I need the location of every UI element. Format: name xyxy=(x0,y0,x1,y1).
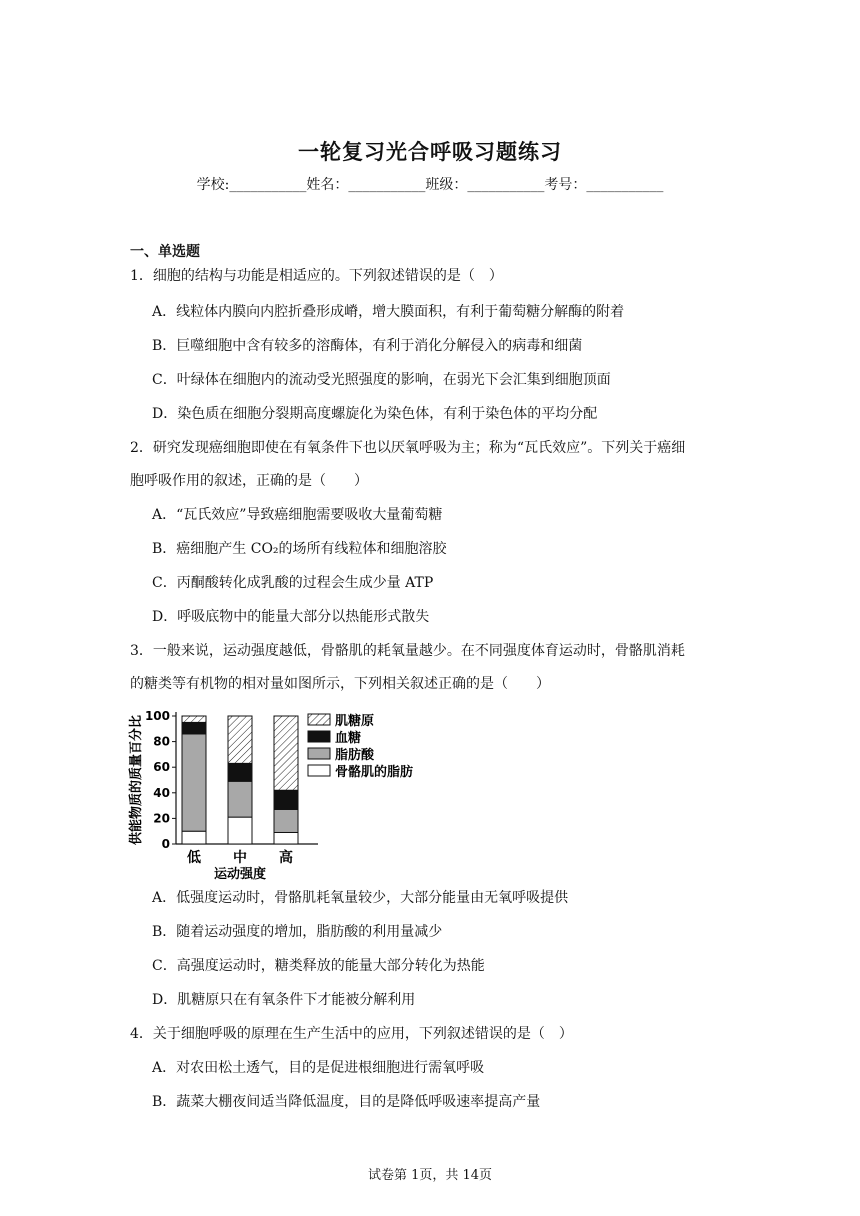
bar-segment xyxy=(274,716,298,790)
y-tick-label: 0 xyxy=(161,837,170,851)
legend-label: 血糖 xyxy=(335,731,362,746)
question-4-option-b: B．蔬菜大棚夜间适当降低温度，目的是降低呼吸速率提高产量 xyxy=(152,1094,541,1110)
y-tick-label: 80 xyxy=(153,734,170,749)
question-1-option-b: B．巨噬细胞中含有较多的溶酶体，有利于消化分解侵入的病毒和细菌 xyxy=(152,338,583,354)
student-info-line xyxy=(0,174,860,194)
stacked-bar-chart xyxy=(128,700,438,880)
x-tick-label: 中 xyxy=(233,850,247,866)
legend-swatch xyxy=(308,731,330,742)
bar-segment xyxy=(182,722,206,734)
bar-segment xyxy=(182,831,206,844)
question-3-option-a: A．低强度运动时，骨骼肌耗氧量较少，大部分能量由无氧呼吸提供 xyxy=(152,890,569,906)
bar-segment xyxy=(274,809,298,832)
y-tick-label: 20 xyxy=(153,811,170,826)
bar-segment xyxy=(228,716,252,763)
question-4-stem: 4．关于细胞呼吸的原理在生产生活中的应用，下列叙述错误的是（ ） xyxy=(130,1026,573,1042)
y-tick-label: 60 xyxy=(153,760,170,775)
bar-segment xyxy=(228,781,252,817)
page-title: 一轮复习光合呼吸习题练习 xyxy=(298,140,562,164)
question-3-option-c: C．高强度运动时，糖类释放的能量大部分转化为热能 xyxy=(152,958,485,974)
section-title: 一、单选题 xyxy=(130,244,200,260)
question-2-option-a: A．“瓦氏效应”导致癌细胞需要吸收大量葡萄糖 xyxy=(152,507,443,523)
student-info-text: 学校:___________姓名：___________班级：___________考号：___________ xyxy=(196,177,664,193)
legend-label: 骨骼肌的脂肪 xyxy=(335,765,414,780)
legend-swatch xyxy=(308,748,330,759)
bar-segment xyxy=(182,734,206,831)
question-2-option-c: C．丙酮酸转化成乳酸的过程会生成少量 ATP xyxy=(152,575,434,591)
bar-segment xyxy=(274,790,298,809)
y-axis-label: 供能物质的质量百分比 xyxy=(129,714,144,846)
question-2-option-d: D．呼吸底物中的能量大部分以热能形式散失 xyxy=(152,609,430,625)
legend-label: 肌糖原 xyxy=(335,714,375,729)
legend-swatch xyxy=(308,765,330,776)
question-1-option-c: C．叶绿体在细胞内的流动受光照强度的影响，在弱光下会汇集到细胞顶面 xyxy=(152,372,611,388)
question-2-stem-line-1: 2．研究发现癌细胞即使在有氧条件下也以厌氧呼吸为主；称为“瓦氏效应”。下列关于癌细 xyxy=(130,440,686,456)
page-footer: 试卷第 1页，共 14页 xyxy=(367,1168,493,1183)
question-3-option-d: D．肌糖原只在有氧条件下才能被分解利用 xyxy=(152,992,416,1008)
question-1-option-d: D．染色质在细胞分裂期高度螺旋化为染色体，有利于染色体的平均分配 xyxy=(152,406,598,422)
legend-label: 脂肪酸 xyxy=(335,748,375,763)
question-2-option-b: B．癌细胞产生 CO₂的场所有线粒体和细胞溶胶 xyxy=(152,541,447,557)
bar-segment xyxy=(182,716,206,722)
y-tick-label: 100 xyxy=(144,709,170,723)
question-2-stem-line-2: 胞呼吸作用的叙述，正确的是（ ） xyxy=(130,473,368,489)
question-1-option-a: A．线粒体内膜向内腔折叠形成嵴，增大膜面积，有利于葡萄糖分解酶的附着 xyxy=(152,304,625,320)
x-axis-label: 运动强度 xyxy=(213,867,267,880)
question-4-option-a: A．对农田松土透气，目的是促进根细胞进行需氧呼吸 xyxy=(152,1060,485,1076)
y-tick-label: 40 xyxy=(153,785,170,800)
legend-swatch xyxy=(308,714,330,725)
x-tick-label: 高 xyxy=(279,850,293,866)
question-3-stem-line-1: 3．一般来说，运动强度越低，骨骼肌的耗氧量越少。在不同强度体育运动时，骨骼肌消耗 xyxy=(130,643,685,659)
question-1-stem: 1．细胞的结构与功能是相适应的。下列叙述错误的是（ ） xyxy=(130,268,503,284)
muscle-energy-chart xyxy=(128,700,438,884)
question-3-option-b: B．随着运动强度的增加，脂肪酸的利用量减少 xyxy=(152,924,443,940)
bar-segment xyxy=(228,763,252,781)
bar-segment xyxy=(228,817,252,844)
bar-segment xyxy=(274,832,298,844)
question-3-stem-line-2: 的糖类等有机物的相对量如图所示，下列相关叙述正确的是（ ） xyxy=(130,676,550,692)
x-tick-label: 低 xyxy=(187,850,201,866)
